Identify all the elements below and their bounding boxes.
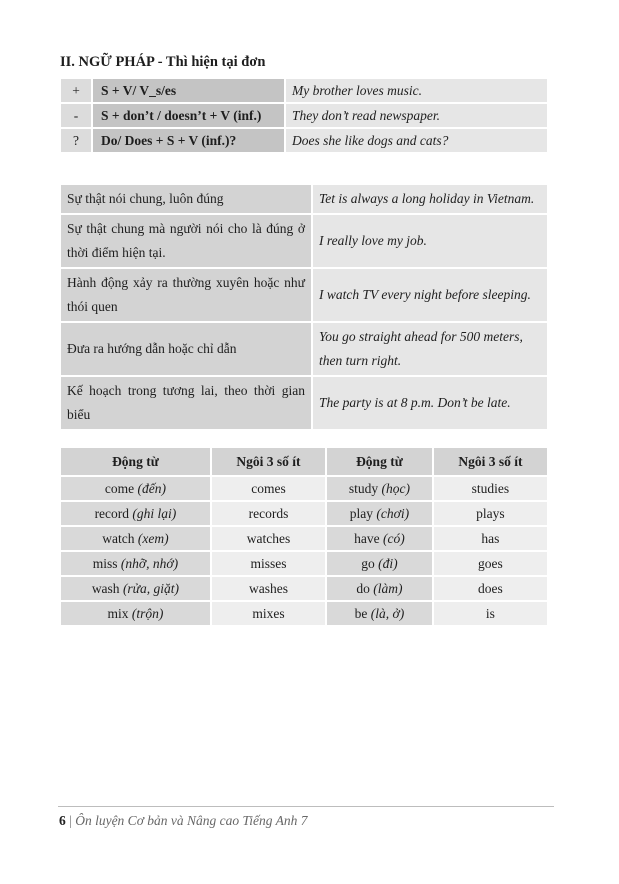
column-header: Ngôi 3 số ít <box>211 447 326 476</box>
verb-third-person: studies <box>433 476 548 501</box>
verb-third-person: records <box>211 501 326 526</box>
verb-base: wash (rửa, giặt) <box>60 576 211 601</box>
table-row <box>60 128 548 153</box>
verb-base: come (đến) <box>60 476 211 501</box>
usage-example: I really love my job. <box>312 214 548 268</box>
verb-meaning: (học) <box>381 480 410 496</box>
verb-meaning: (đi) <box>378 555 398 571</box>
verb-third-person: comes <box>211 476 326 501</box>
formula-example: Does she like dogs and cats? <box>285 128 548 153</box>
formula-example: My brother loves music. <box>285 78 548 103</box>
footer-separator: | <box>69 813 72 828</box>
usage-example: The party is at 8 p.m. Don’t be late. <box>312 376 548 430</box>
verb-meaning: (nhỡ, nhớ) <box>120 555 179 571</box>
table-row <box>60 576 548 601</box>
verb-third-person: misses <box>211 551 326 576</box>
verb-third-person: mixes <box>211 601 326 626</box>
table-row <box>60 78 548 103</box>
usage-description: Sự thật nói chung, luôn đúng <box>60 184 312 214</box>
page-footer <box>59 813 308 829</box>
verb-third-person: goes <box>433 551 548 576</box>
formula-structure: S + V/ V_s/es <box>92 78 285 103</box>
verb-base: do (làm) <box>326 576 433 601</box>
verb-base: record (ghi lại) <box>60 501 211 526</box>
table-row <box>60 551 548 576</box>
usage-example: Tet is always a long holiday in Vietnam. <box>312 184 548 214</box>
book-title: Ôn luyện Cơ bản và Nâng cao Tiếng Anh 7 <box>75 813 308 828</box>
verb-meaning: (xem) <box>137 530 169 546</box>
verb-third-person: has <box>433 526 548 551</box>
table-row <box>60 376 548 430</box>
verb-meaning: (chơi) <box>376 505 410 521</box>
verb-base: study (học) <box>326 476 433 501</box>
verb-meaning: (rửa, giặt) <box>122 580 180 596</box>
formula-symbol: - <box>60 103 92 128</box>
column-header: Ngôi 3 số ít <box>433 447 548 476</box>
table-row <box>60 601 548 626</box>
usage-description: Kế hoạch trong tương lai, theo thời gian biểu <box>60 376 312 430</box>
page-number: 6 <box>59 813 66 828</box>
verb-third-person: watches <box>211 526 326 551</box>
verb-base: play (chơi) <box>326 501 433 526</box>
formula-symbol: ? <box>60 128 92 153</box>
verb-base: watch (xem) <box>60 526 211 551</box>
formula-example: They don’t read newspaper. <box>285 103 548 128</box>
table-row <box>60 501 548 526</box>
verb-third-person: is <box>433 601 548 626</box>
table-row <box>60 268 548 322</box>
verb-base: miss (nhỡ, nhớ) <box>60 551 211 576</box>
column-header: Động từ <box>326 447 433 476</box>
formula-structure: Do/ Does + S + V (inf.)? <box>92 128 285 153</box>
verb-meaning: (đến) <box>137 480 166 496</box>
table-row <box>60 214 548 268</box>
usage-description: Đưa ra hướng dẫn hoặc chỉ dẫn <box>60 322 312 376</box>
column-header: Động từ <box>60 447 211 476</box>
verb-meaning: (có) <box>382 530 405 546</box>
table-row <box>60 103 548 128</box>
table-row <box>60 526 548 551</box>
usage-description: Sự thật chung mà người nói cho là đúng ở thời điểm hiện tại. <box>60 214 312 268</box>
formula-structure: S + don’t / doesn’t + V (inf.) <box>92 103 285 128</box>
table-row <box>60 476 548 501</box>
verb-third-person: washes <box>211 576 326 601</box>
section-title: II. NGỮ PHÁP - Thì hiện tại đơn <box>60 54 266 70</box>
table-header-row <box>60 447 548 476</box>
verb-base: go (đi) <box>326 551 433 576</box>
verb-base: be (là, ở) <box>326 601 433 626</box>
usage-example: You go straight ahead for 500 meters, then turn right. <box>312 322 548 376</box>
footer-divider <box>58 806 554 807</box>
usage-example: I watch TV every night before sleeping. <box>312 268 548 322</box>
table-row <box>60 184 548 214</box>
usage-description: Hành động xảy ra thường xuyên hoặc như thói quen <box>60 268 312 322</box>
usage-table <box>59 183 549 431</box>
verb-meaning: (là, ở) <box>370 605 405 621</box>
verb-base: mix (trộn) <box>60 601 211 626</box>
verb-third-person: plays <box>433 501 548 526</box>
formula-symbol: + <box>60 78 92 103</box>
verb-meaning: (trộn) <box>131 605 164 621</box>
formula-table <box>59 77 549 154</box>
verb-meaning: (ghi lại) <box>132 505 177 521</box>
verb-base: have (có) <box>326 526 433 551</box>
table-row <box>60 322 548 376</box>
verb-table <box>59 446 549 627</box>
verb-third-person: does <box>433 576 548 601</box>
verb-meaning: (làm) <box>373 580 403 596</box>
